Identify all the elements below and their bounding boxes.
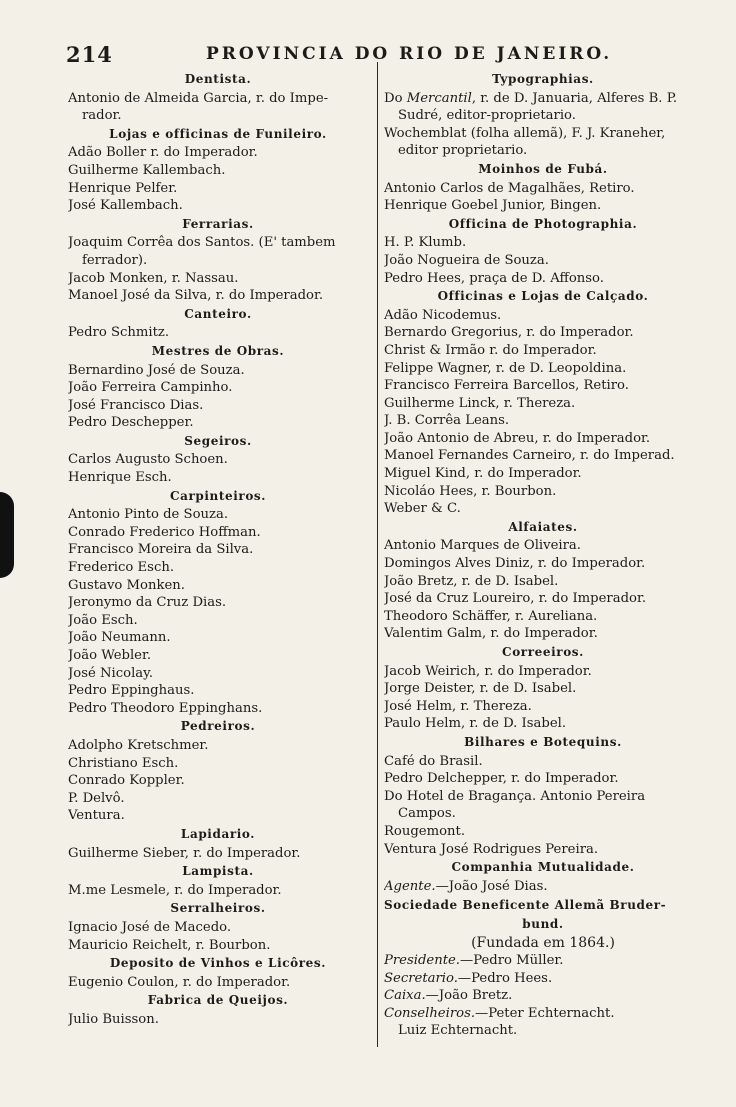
officer-line: [384, 1005, 702, 1023]
entry-line: Guilherme Linck, r. Thereza.: [384, 395, 576, 411]
entry-line: J. B. Corrêa Leans.: [384, 413, 510, 429]
entry-line: João Esch.: [68, 612, 138, 628]
entry-line: Christ & Irmão r. do Imperador.: [384, 342, 597, 358]
officer-name: —João Bretz.: [425, 988, 513, 1004]
entry-line: José Kallembach.: [68, 198, 183, 214]
entry-line: Antonio Carlos de Magalhães, Retiro.: [384, 180, 635, 196]
entry-line: Carlos Augusto Schoen.: [68, 452, 228, 468]
entry-line: Weber & C.: [384, 501, 461, 517]
entry-line: Joaquim Corrêa dos Santos. (E' tambem: [68, 235, 336, 251]
section-heading-officina-de-photographia: Officina de Photographia.: [448, 216, 638, 231]
ink-blot: [0, 492, 14, 578]
section-heading-alfaiates: Alfaiates.: [508, 519, 578, 534]
entry-line: Adão Boller r. do Imperador.: [68, 145, 258, 161]
section-heading-bilhares-e-botequins: Bilhares e Botequins.: [464, 734, 622, 749]
section-heading-sociedade: Sociedade Beneficente Allemã Bruder-: [384, 898, 667, 913]
entry-line: editor proprietario.: [398, 143, 528, 159]
entry-line: Francisco Ferreira Barcellos, Retiro.: [384, 378, 629, 394]
section-heading-correeiros: Correeiros.: [502, 645, 584, 659]
newspaper-title: Mercantil: [406, 90, 472, 106]
section-heading-canteiro: Canteiro.: [184, 306, 252, 321]
section-heading-pedreiros: Pedreiros.: [180, 719, 256, 734]
entry-line: Jacob Weirich, r. do Imperador.: [384, 663, 592, 679]
entry-line: P. Delvô.: [68, 790, 125, 806]
entry-line: Gustavo Monken.: [68, 577, 185, 593]
entry-line: Pedro Delchepper, r. do Imperador.: [384, 771, 619, 787]
role-label: Conselheiros.: [384, 1005, 476, 1021]
entry-line: Manoel José da Silva, r. do Imperador.: [68, 288, 324, 304]
entry-line: H. P. Klumb.: [384, 235, 467, 251]
entry-line: Pedro Schmitz.: [68, 325, 170, 341]
section-heading-dentista: Dentista.: [184, 72, 252, 86]
officer-line: [384, 970, 702, 988]
entry-line: Sudré, editor-proprietario.: [398, 108, 576, 124]
role-label: Secretario.: [384, 970, 458, 986]
section-heading-fabrica-de-queijos: Fabrica de Queijos.: [147, 993, 289, 1008]
section-heading-segeiros: Segeiros.: [184, 433, 252, 448]
section-heading-serralheiros: Serralheiros.: [170, 901, 266, 916]
entry-line: Jeronymo da Cruz Dias.: [68, 595, 227, 611]
entry-line: Adão Nicodemus.: [384, 307, 502, 323]
entry-line: Agente.—João José Dias.: [384, 878, 548, 894]
entry-line: M.me Lesmele, r. do Imperador.: [68, 882, 282, 898]
entry-line: José Francisco Dias.: [68, 397, 204, 413]
entry-line: Ventura.: [68, 808, 125, 824]
section-heading-deposito-de-vinhos-e-licores: Deposito de Vinhos e Licôres.: [109, 956, 327, 971]
entry-line: Pedro Deschepper.: [68, 415, 194, 431]
entry-line: Do Hotel de Bragança. Antonio Pereira: [384, 788, 646, 804]
entry-line: Paulo Helm, r. de D. Isabel.: [384, 716, 567, 732]
entry-line: Rougemont.: [384, 823, 466, 839]
entry-line: ferrador).: [82, 252, 148, 268]
entry-line: Julio Buisson.: [68, 1011, 159, 1027]
entry-line: Jorge Deister, r. de D. Isabel.: [384, 681, 577, 697]
entry-line: Manoel Fernandes Carneiro, r. do Imperad.: [384, 448, 675, 464]
officer-name: —Pedro Müller.: [460, 953, 564, 969]
entry-line: Felippe Wagner, r. de D. Leopoldina.: [384, 360, 627, 376]
entry-line: Luiz Echternacht.: [398, 1023, 518, 1039]
officers-list: [384, 952, 702, 1022]
entry-line: Valentim Galm, r. do Imperador.: [384, 626, 598, 642]
entry-line: Eugenio Coulon, r. do Imperador.: [68, 974, 291, 990]
entry-line: Pedro Hees, praça de D. Affonso.: [384, 270, 604, 286]
entry-line: Café do Brasil.: [384, 753, 483, 769]
entry-line: José Nicolay.: [68, 665, 154, 681]
officer-name: —Pedro Hees.: [457, 970, 553, 986]
entry-line: Frederico Esch.: [68, 560, 175, 576]
column-divider: [377, 62, 378, 1047]
entry-line: João Ferreira Campinho.: [68, 380, 233, 396]
entry-line: Pedro Eppinghaus.: [68, 683, 195, 699]
entry-line: José Helm, r. Thereza.: [384, 698, 532, 714]
entry-line: Antonio Marques de Oliveira.: [384, 538, 581, 554]
founding-note: (Fundada em 1864.): [471, 934, 615, 951]
right-sections: [384, 161, 702, 858]
entry-line: Nicoláo Hees, r. Bourbon.: [384, 483, 557, 499]
entry-line: João Antonio de Abreu, r. do Imperador.: [384, 430, 651, 446]
entry-line: Antonio Pinto de Souza.: [68, 507, 229, 523]
entry-line: Henrique Esch.: [68, 470, 172, 486]
section-heading-moinhos-de-fuba: Moinhos de Fubá.: [478, 161, 608, 176]
section-heading-lampista: Lampista.: [182, 864, 254, 879]
entry-line: Pedro Theodoro Eppinghans.: [68, 700, 263, 716]
entry-line: Campos.: [398, 806, 456, 822]
section-heading-mestres-de-obras: Mestres de Obras.: [151, 343, 285, 358]
section-heading-ferrarias: Ferrarias.: [182, 216, 254, 231]
entry-line: Do Mercantil, r. de D. Januaria, Alferes B. P.: [384, 90, 678, 106]
left-column: [68, 70, 368, 1028]
role-label: Agente.: [384, 878, 436, 894]
entry-line: Jacob Monken, r. Nassau.: [68, 270, 239, 286]
section-heading-lapidario: Lapidario.: [180, 826, 256, 841]
entry-line: Bernardino José de Souza.: [68, 362, 245, 378]
page-header: [66, 40, 686, 70]
entry-line: Miguel Kind, r. do Imperador.: [384, 466, 582, 482]
entry-line: Ventura José Rodrigues Pereira.: [384, 841, 599, 857]
entry-line: Mauricio Reichelt, r. Bourbon.: [68, 937, 271, 953]
entry-line: Adolpho Kretschmer.: [68, 737, 209, 753]
entry-line: Antonio de Almeida Garcia, r. do Impe-: [68, 90, 329, 106]
entry-line: Guilherme Sieber, r. do Imperador.: [68, 845, 301, 861]
entry-line: Theodoro Schäffer, r. Aureliana.: [384, 608, 598, 624]
section-heading-lojas-e-officinas-de-funileiro: Lojas e officinas de Funileiro.: [109, 126, 327, 141]
officer-line: [384, 952, 702, 970]
officer-line: [384, 987, 702, 1005]
right-column: [384, 70, 702, 1040]
entry-line: José da Cruz Loureiro, r. do Imperador.: [384, 591, 647, 607]
section-heading-carpinteiros: Carpinteiros.: [169, 488, 267, 503]
entry-line: João Webler.: [68, 648, 152, 663]
entry-line: Francisco Moreira da Silva.: [68, 542, 254, 558]
entry-line: Ignacio José de Macedo.: [68, 919, 232, 935]
entry-line: Bernardo Gregorius, r. do Imperador.: [384, 325, 634, 341]
section-heading-typographias: Typographias.: [492, 72, 594, 86]
entry-line: João Neumann.: [68, 630, 171, 646]
section-heading-sociedade-cont: bund.: [522, 916, 564, 931]
page-number: 214: [66, 42, 113, 67]
officer-name: —Peter Echternacht.: [475, 1005, 615, 1021]
role-label: Presidente.: [384, 953, 461, 969]
section-heading-companhia: Companhia Mutualidade.: [451, 860, 635, 875]
entry-line: Henrique Pelfer.: [68, 180, 178, 196]
entry-line: Christiano Esch.: [68, 755, 179, 771]
entry-line: Henrique Goebel Junior, Bingen.: [384, 198, 602, 214]
section-heading-officinas-e-lojas-de-calcado: Officinas e Lojas de Calçado.: [437, 289, 649, 304]
running-title: PROVINCIA DO RIO DE JANEIRO.: [206, 44, 613, 64]
entry-line: João Nogueira de Souza.: [384, 252, 549, 268]
entry-line: Guilherme Kallembach.: [68, 162, 226, 178]
entry-line: Wochemblat (folha allemã), F. J. Kraneher,: [384, 125, 666, 141]
role-label: Caixa.: [384, 988, 426, 1004]
entry-line: Conrado Koppler.: [68, 773, 185, 789]
entry-line: rador.: [82, 108, 122, 124]
entry-line: Domingos Alves Diniz, r. do Imperador.: [384, 556, 646, 572]
entry-line: João Bretz, r. de D. Isabel.: [384, 573, 559, 589]
entry-line: Conrado Frederico Hoffman.: [68, 524, 261, 540]
